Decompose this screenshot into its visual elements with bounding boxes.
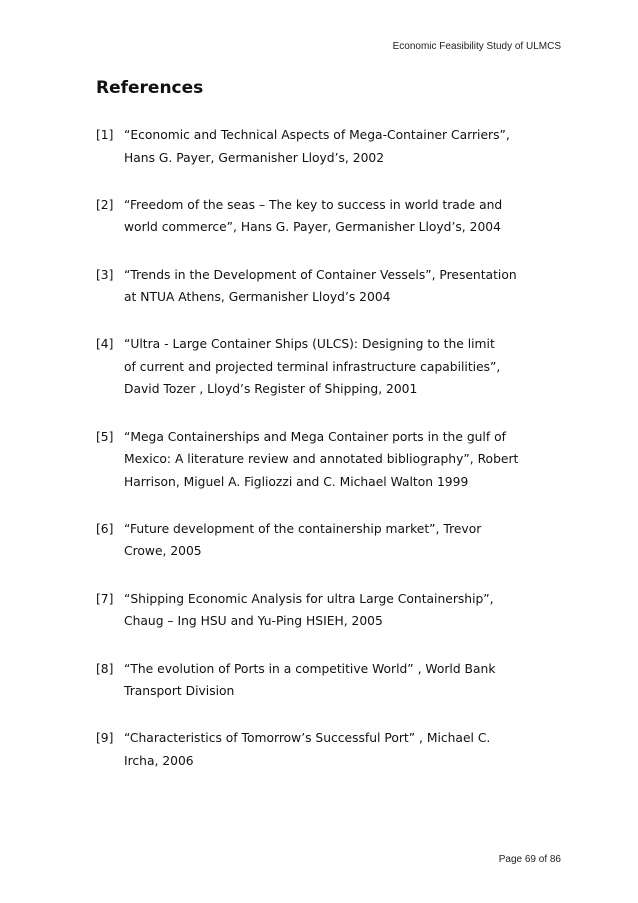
reference-text (124, 518, 556, 563)
reference-text (124, 333, 556, 401)
reference-number: [5] (96, 429, 114, 444)
reference-line: Chaug – Ing HSU and Yu-Ping HSIEH, 2005 (124, 614, 383, 629)
reference-number: [9] (96, 731, 114, 746)
reference-number: [3] (96, 267, 114, 282)
reference-item-1 (96, 124, 556, 169)
reference-number: [2] (96, 197, 114, 212)
reference-text (124, 658, 556, 703)
reference-text (124, 124, 556, 169)
reference-line: “The evolution of Ports in a competitive World” , World Bank (124, 661, 496, 676)
reference-line: world commerce”, Hans G. Payer, Germanisher Lloyd’s, 2004 (124, 220, 501, 235)
reference-item-9 (96, 727, 556, 772)
reference-line: Transport Division (124, 684, 235, 699)
reference-line: “Shipping Economic Analysis for ultra Large Containership”, (124, 591, 494, 606)
reference-list (96, 124, 556, 797)
reference-number: [1] (96, 128, 114, 142)
reference-line: “Freedom of the seas – The key to success in world trade and (124, 197, 503, 212)
reference-text (124, 264, 556, 309)
reference-item-7 (96, 588, 556, 633)
reference-item-8 (96, 658, 556, 703)
reference-line: Ircha, 2006 (124, 753, 194, 768)
reference-line: “Economic and Technical Aspects of Mega-Container Carriers”, (124, 128, 510, 142)
running-header: Economic Feasibility Study of ULMCS (392, 41, 561, 52)
reference-text (124, 727, 556, 772)
reference-line: “Mega Containerships and Mega Container ports in the gulf of (124, 429, 506, 444)
reference-item-4 (96, 333, 556, 401)
reference-number: [7] (96, 591, 114, 606)
page-number-footer: Page 69 of 86 (498, 854, 561, 865)
reference-line: Harrison, Miguel A. Figliozzi and C. Michael Walton 1999 (124, 474, 469, 489)
reference-text (124, 194, 556, 239)
reference-line: Crowe, 2005 (124, 544, 202, 559)
reference-item-2 (96, 194, 556, 239)
reference-line: of current and projected terminal infrastructure capabilities”, (124, 359, 501, 374)
reference-line: “Future development of the containership market”, Trevor (124, 521, 482, 536)
reference-item-5 (96, 426, 556, 494)
reference-number: [8] (96, 661, 114, 676)
reference-line: “Ultra - Large Container Ships (ULCS): Designing to the limit (124, 337, 495, 352)
reference-text (124, 588, 556, 633)
page-title: References (96, 78, 204, 98)
reference-number: [4] (96, 337, 114, 352)
reference-line: “Characteristics of Tomorrow’s Successful Port” , Michael C. (124, 731, 491, 746)
reference-line: Mexico: A literature review and annotated bibliography”, Robert (124, 452, 519, 467)
reference-line: Hans G. Payer, Germanisher Lloyd’s, 2002 (124, 150, 385, 165)
reference-number: [6] (96, 521, 114, 536)
reference-item-6 (96, 518, 556, 563)
reference-line: “Trends in the Development of Container Vessels”, Presentation (124, 267, 517, 282)
reference-text (124, 426, 556, 494)
reference-item-3 (96, 264, 556, 309)
reference-line: at NTUA Athens, Germanisher Lloyd’s 2004 (124, 290, 391, 305)
reference-line: David Tozer , Lloyd’s Register of Shipping, 2001 (124, 382, 418, 397)
